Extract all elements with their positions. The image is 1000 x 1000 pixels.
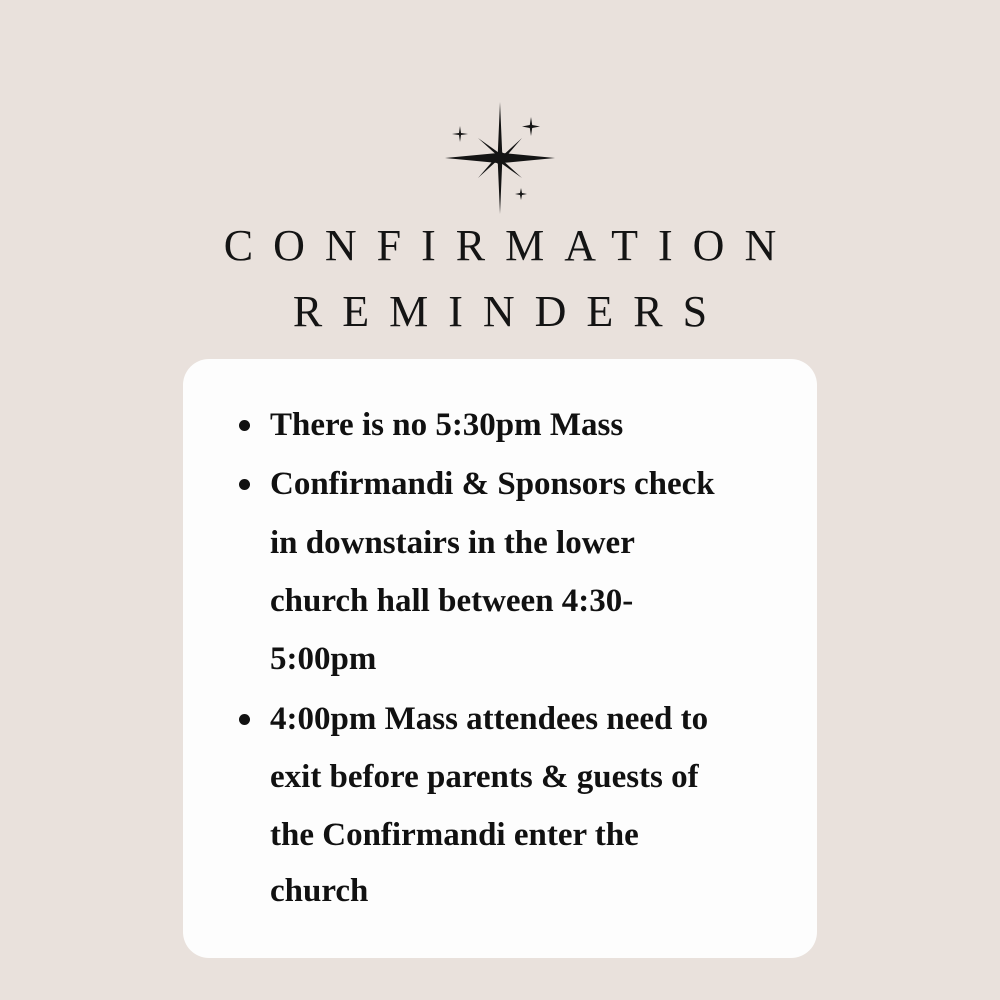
bullet-icon xyxy=(239,714,250,725)
reminder-line: 4:00pm Mass attendees need to xyxy=(270,701,709,737)
reminder-line: exit before parents & guests of xyxy=(270,759,699,795)
bullet-icon xyxy=(239,420,250,431)
reminder-line: church xyxy=(270,873,369,909)
reminder-line: the Confirmandi enter the xyxy=(270,817,639,853)
reminder-line: There is no 5:30pm Mass xyxy=(270,407,624,443)
reminder-line: in downstairs in the lower xyxy=(270,525,635,561)
sparkle-star-icon xyxy=(440,98,560,218)
reminders-card xyxy=(183,359,817,958)
title-line-1: CONFIRMATION xyxy=(223,221,797,270)
reminder-line: Confirmandi & Sponsors check xyxy=(270,466,715,502)
reminder-line: 5:00pm xyxy=(270,641,377,677)
bullet-icon xyxy=(239,479,250,490)
title-line-2: REMINDERS xyxy=(292,287,728,336)
reminder-line: church hall between 4:30- xyxy=(270,583,634,619)
